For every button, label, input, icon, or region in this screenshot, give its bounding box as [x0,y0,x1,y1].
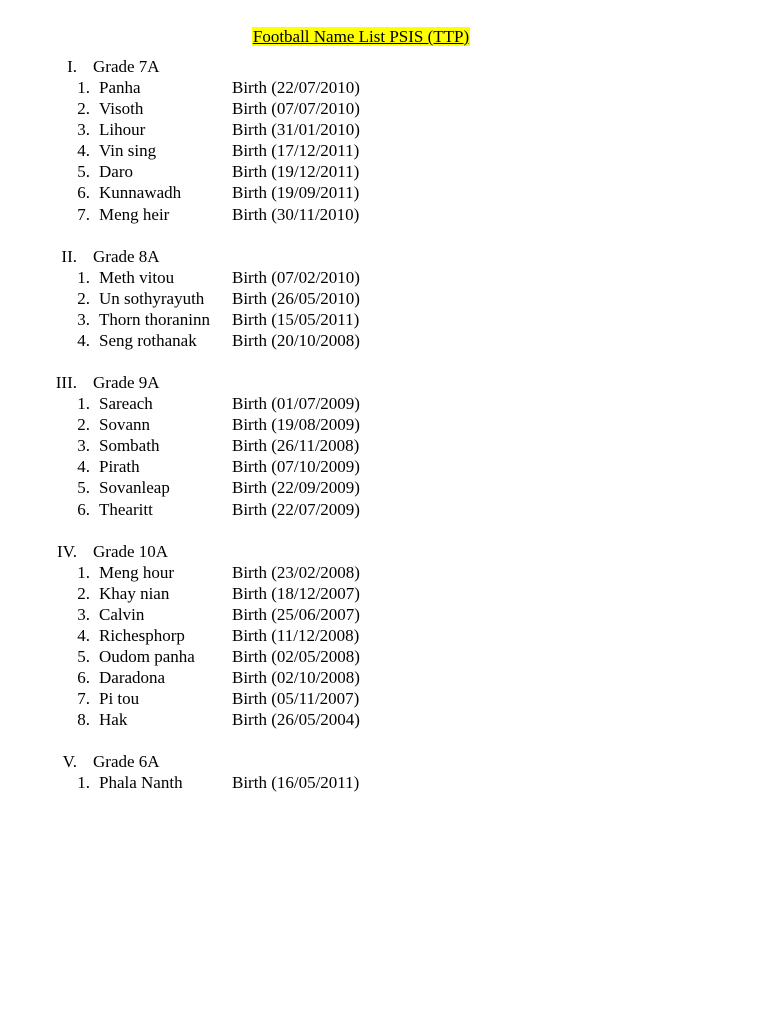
player-row [0,499,768,520]
player-number: 6. [77,183,90,203]
player-birth: Birth (01/07/2009) [232,394,360,414]
player-name: Sovann [99,415,150,435]
section-numeral: I. [67,57,77,76]
player-number: 1. [77,773,90,793]
player-number: 3. [77,436,90,456]
player-name: Sombath [99,436,160,456]
section-heading [0,246,768,267]
player-name: Sovanleap [99,478,170,498]
player-row [0,204,768,225]
player-name: Daradona [99,668,166,688]
player-birth: Birth (07/02/2010) [232,267,360,287]
player-row [0,182,768,203]
player-name: Pirath [99,457,140,477]
player-row [0,562,768,583]
grade-section [0,372,768,520]
player-row [0,709,768,730]
player-row [0,688,768,709]
player-name: Sareach [99,394,153,414]
player-name: Phala Nanth [99,773,183,793]
player-birth: Birth (26/05/2010) [232,288,360,308]
player-row [0,667,768,688]
player-name: Khay nian [99,583,170,603]
player-number: 4. [77,141,90,161]
player-birth: Birth (18/12/2007) [232,583,360,603]
player-number: 8. [77,710,90,730]
player-row [0,477,768,498]
player-row [0,625,768,646]
player-name: Meng hour [99,562,175,582]
section-numeral: III. [55,373,77,393]
player-list [0,562,768,731]
player-number: 4. [77,625,90,645]
player-number: 5. [77,478,90,498]
player-row [0,77,768,98]
player-row [0,98,768,119]
player-number: 6. [77,668,90,688]
player-row [0,583,768,604]
section-heading [0,751,768,772]
player-row [0,604,768,625]
player-birth: Birth (02/10/2008) [232,668,360,688]
page-title-text: Football Name List PSIS (TTP) [252,27,470,46]
player-row [0,456,768,477]
player-row [0,772,768,793]
player-name: Thorn thoraninn [99,309,210,329]
player-birth: Birth (07/10/2009) [232,457,360,477]
player-list [0,267,768,351]
player-number: 7. [77,204,90,224]
grade-label: Grade 10A [93,541,169,561]
player-birth: Birth (26/05/2004) [232,710,360,730]
player-row [0,435,768,456]
player-number: 2. [77,99,90,119]
player-birth: Birth (11/12/2008) [232,625,360,645]
player-row [0,119,768,140]
grade-section [0,751,768,793]
player-birth: Birth (16/05/2011) [232,773,360,793]
player-number: 1. [77,78,90,97]
player-name: Hak [99,710,128,730]
player-number: 5. [77,162,90,182]
player-name: Daro [99,162,133,182]
player-list [0,393,768,520]
player-birth: Birth (19/12/2011) [232,162,360,182]
player-name: Oudom panha [99,646,195,666]
grade-section [0,541,768,731]
player-birth: Birth (05/11/2007) [232,689,360,709]
player-birth: Birth (15/05/2011) [232,309,360,329]
section-numeral: II. [61,246,77,266]
player-name: Vin sing [99,141,157,161]
player-birth: Birth (26/11/2008) [232,436,360,456]
player-number: 6. [77,499,90,519]
player-number: 3. [77,120,90,140]
player-number: 2. [77,583,90,603]
player-birth: Birth (30/11/2010) [232,204,360,224]
player-number: 2. [77,288,90,308]
player-name: Meng heir [99,204,170,224]
player-birth: Birth (02/05/2008) [232,646,360,666]
player-row [0,330,768,351]
player-birth: Birth (20/10/2008) [232,330,360,350]
player-list [0,772,768,793]
player-row [0,267,768,288]
player-name: Calvin [99,604,145,624]
section-numeral: V. [62,752,77,772]
player-birth: Birth (23/02/2008) [232,562,360,582]
player-name: Panha [99,78,141,97]
grade-section [0,56,768,225]
section-heading [0,56,768,77]
player-number: 3. [77,604,90,624]
player-birth: Birth (22/07/2009) [232,499,360,519]
player-list [0,77,768,225]
player-name: Kunnawadh [99,183,182,203]
player-name: Seng rothanak [99,330,197,350]
player-name: Thearitt [99,499,153,519]
player-number: 3. [77,309,90,329]
player-birth: Birth (22/07/2010) [232,78,360,97]
player-number: 4. [77,330,90,350]
grade-sections [0,56,768,814]
player-row [0,288,768,309]
player-birth: Birth (17/12/2011) [232,141,360,161]
player-birth: Birth (19/08/2009) [232,415,360,435]
player-row [0,414,768,435]
grade-label: Grade 6A [93,752,160,772]
player-number: 1. [77,394,90,414]
player-name: Richesphorp [99,625,185,645]
player-name: Pi tou [99,689,140,709]
player-birth: Birth (22/09/2009) [232,478,360,498]
section-heading [0,372,768,393]
section-heading [0,541,768,562]
player-birth: Birth (25/06/2007) [232,604,360,624]
page-title [0,26,722,48]
player-number: 5. [77,646,90,666]
grade-label: Grade 7A [93,57,160,76]
grade-label: Grade 9A [93,373,160,393]
player-birth: Birth (07/07/2010) [232,99,360,119]
player-birth: Birth (31/01/2010) [232,120,360,140]
player-name: Meth vitou [99,267,175,287]
player-number: 4. [77,457,90,477]
player-row [0,309,768,330]
player-number: 1. [77,562,90,582]
player-row [0,140,768,161]
player-number: 7. [77,689,90,709]
grade-section [0,246,768,351]
player-number: 1. [77,267,90,287]
player-name: Visoth [99,99,144,119]
player-name: Un sothyrayuth [99,288,205,308]
player-birth: Birth (19/09/2011) [232,183,360,203]
player-number: 2. [77,415,90,435]
player-name: Lihour [99,120,146,140]
section-numeral: IV. [57,541,77,561]
player-row [0,393,768,414]
player-row [0,161,768,182]
player-row [0,646,768,667]
grade-label: Grade 8A [93,246,160,266]
